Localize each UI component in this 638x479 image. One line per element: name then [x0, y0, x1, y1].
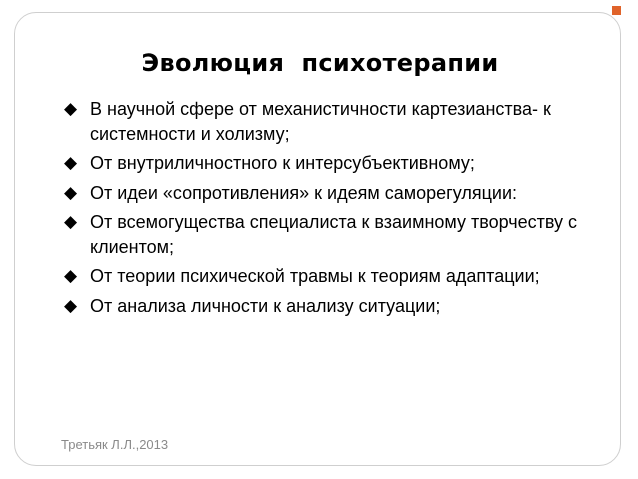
- bullet-item: [64, 294, 609, 319]
- bullet-diamond-icon: ◆: [64, 266, 78, 285]
- bullet-item: [64, 151, 609, 176]
- bullet-item: [64, 181, 609, 206]
- accent-square: [612, 6, 621, 15]
- bullet-diamond-icon: ◆: [64, 153, 78, 172]
- bullet-diamond-icon: ◆: [64, 182, 78, 202]
- bullet-list: [64, 97, 609, 323]
- bullet-diamond-icon: ◆: [64, 295, 78, 315]
- bullet-item: [64, 264, 609, 289]
- bullet-text: От анализа личности к анализу ситуации;: [90, 295, 441, 316]
- bullet-text: От теории психической травмы к теориям адаптации;: [90, 266, 540, 286]
- bullet-item: [64, 210, 609, 259]
- bullet-diamond-icon: ◆: [64, 212, 78, 231]
- bullet-text: От идеи «сопротивления» к идеям саморегуляции:: [90, 182, 518, 203]
- bullet-text: От внутриличностного к интерсубъективному;: [90, 153, 475, 173]
- bullet-text: От всемогущества специалиста к взаимному творчеству с клиентом;: [90, 212, 578, 257]
- bullet-text: В научной сфере от механистичности картезианства- к системности и холизму;: [90, 99, 551, 144]
- bullet-item: [64, 97, 609, 146]
- slide-title: Эволюция психотерапии: [141, 49, 499, 77]
- slide-footer: Третьяк Л.Л.,2013: [61, 437, 169, 452]
- bullet-diamond-icon: ◆: [64, 99, 78, 118]
